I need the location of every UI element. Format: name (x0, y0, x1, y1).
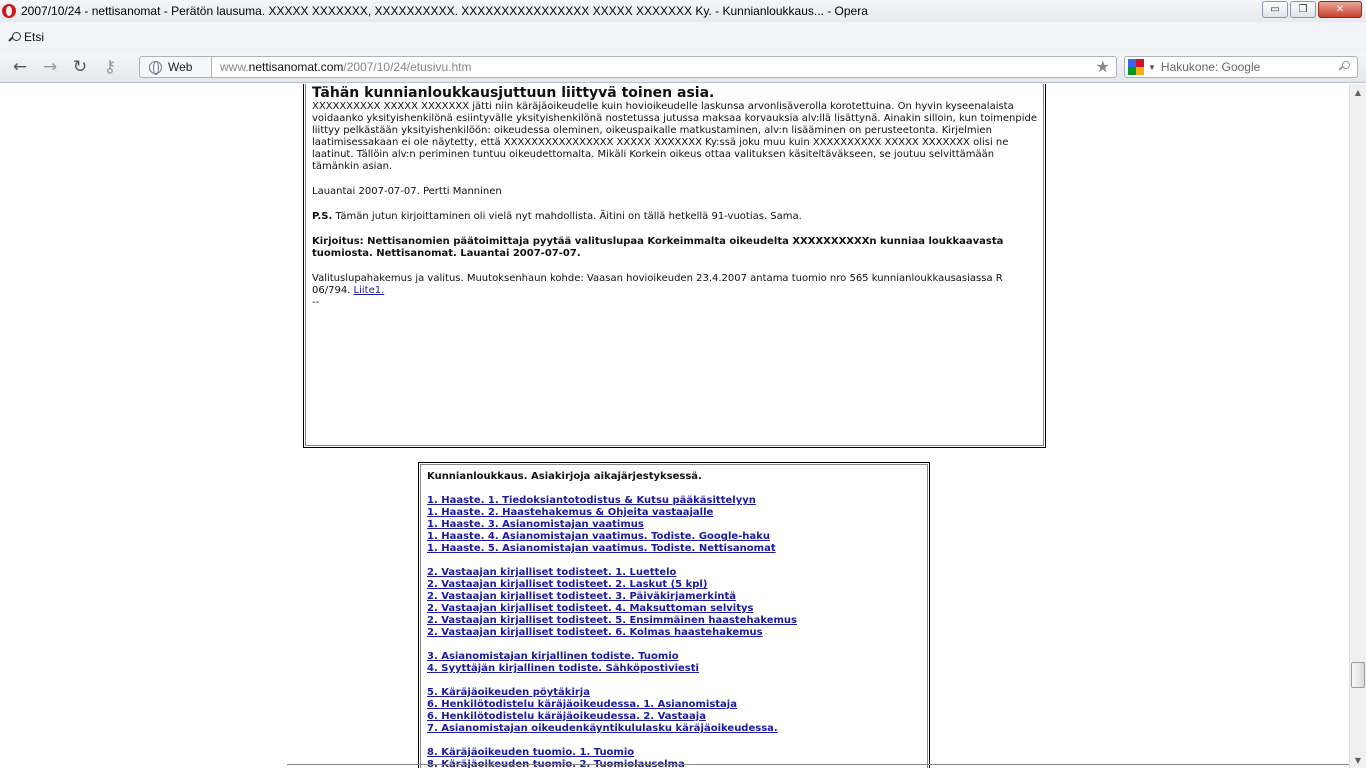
bookmark-star-icon[interactable]: ★ (1095, 59, 1110, 76)
search-menu-button[interactable] (9, 30, 44, 44)
document-link[interactable]: 1. Haaste. 5. Asianomistajan vaatimus. Todiste. Nettisanomat (427, 543, 776, 554)
document-link[interactable]: 7. Asianomistajan oikeudenkäyntikululasku käräjäoikeudessa. (427, 723, 778, 734)
article-dashes: -- (312, 297, 320, 308)
document-link[interactable]: 2. Vastaajan kirjalliset todisteet. 5. Ensimmäinen haastehakemus (427, 615, 797, 626)
back-button[interactable]: ← (12, 57, 28, 77)
scroll-up-arrow-icon[interactable]: ▲ (1354, 87, 1362, 97)
valitus-text: Valituslupahakemus ja valitus. Muutoksenhaun kohde: Vaasan hovioikeuden 23.4.2007 antama tuomio nro 565 kunnianloukkausasiassa R 06/794. (312, 273, 1003, 296)
document-link[interactable]: 6. Henkilötodistelu käräjäoikeudessa. 2. Vastaaja (427, 711, 706, 722)
document-link[interactable]: 1. Haaste. 2. Haastehakemus & Ohjeita vastaajalle (427, 507, 714, 518)
search-submit-icon[interactable] (1339, 61, 1350, 72)
article-signature: Lauantai 2007-07-07. Pertti Manninen (312, 186, 502, 197)
index-group (427, 687, 921, 735)
search-menu-label: Etsi (24, 30, 45, 44)
documents-index-box (418, 462, 930, 768)
wand-key-button[interactable]: ⚷ (103, 57, 117, 77)
minimize-button[interactable]: ▭ (1262, 1, 1288, 18)
site-info-button[interactable] (139, 56, 211, 78)
window-title: 2007/10/24 - nettisanomat - Perätön lausuma. XXXXX XXXXXXX, XXXXXXXXXX. XXXXXXXXXXXXXXXX XXXXX XXXXXXX Ky. - Kunnianloukkaus... - Opera (21, 4, 868, 18)
document-link[interactable]: 8. Käräjäoikeuden tuomio. 1. Tuomio (427, 747, 635, 758)
next-section-edge (287, 764, 1349, 768)
menu-strip (0, 22, 1366, 52)
document-link[interactable]: 1. Haaste. 4. Asianomistajan vaatimus. Todiste. Google-haku (427, 531, 770, 542)
scroll-down-arrow-icon[interactable]: ▼ (1354, 755, 1362, 765)
forward-button[interactable]: → (42, 57, 58, 77)
site-info-label: Web (168, 60, 193, 74)
article-paragraph: XXXXXXXXXX XXXXX XXXXXXX jätti niin käräjäoikeudelle kuin hovioikeudelle laskunsa arvonlisäverolla korotettuina. On hyvin kyseenalaista voidaanko yksityishenkilönä esiintyvälle yksityishenkilönä nostetussa jutussa maksaa korvauksia alv:llä lisättynä. Ainakin silloin, kun toimenpide liittyy pelkästään yksityishenkilöön: oikeudessa oleminen, oikeuspaikalle matkustaminen, alv:n lisääminen on perusteetonta. Kirjelmien laatimisessakaan ei ole näytetty, että XXXXXXXXXXXXXXXX XXXXX XXXXXXX Ky:ssä joku muu kuin XXXXXXXXXX XXXXX XXXXXXX olisi ne laatinut. Tällöin alv:n periminen tuntuu oikeudettomalta. Mikäli Korkein oikeus ottaa valituksen käsiteltäväkseen, se joutuu selvittämään tämänkin asian. (312, 101, 1038, 172)
navigation-bar (0, 52, 1366, 83)
document-link[interactable]: 2. Vastaajan kirjalliset todisteet. 2. Laskut (5 kpl) (427, 579, 708, 590)
address-field[interactable] (211, 56, 1117, 78)
restore-button[interactable]: ❐ (1290, 1, 1316, 18)
window-controls (1262, 1, 1362, 18)
index-group (427, 495, 921, 555)
index-group (427, 651, 921, 675)
document-link[interactable]: 8. Käräjäoikeuden tuomio. 2. Tuomiolauselma (427, 759, 685, 768)
ps-label: P.S. (312, 211, 333, 222)
globe-icon (149, 61, 162, 74)
liite1-link[interactable]: Liite1. (353, 285, 385, 296)
document-link[interactable]: 5. Käräjäoikeuden pöytäkirja (427, 687, 590, 698)
document-link[interactable]: 6. Henkilötodistelu käräjäoikeudessa. 1. Asianomistaja (427, 699, 737, 710)
index-title: Kunnianloukkaus. Asiakirjoja aikajärjestyksessä. (427, 471, 702, 482)
document-link[interactable]: 4. Syyttäjän kirjallinen todiste. Sähköpostiviesti (427, 663, 699, 674)
search-engine-dropdown-icon[interactable]: ▼ (1148, 62, 1156, 72)
article-kirjoitus: Kirjoitus: Nettisanomien päätoimittaja pyytää valituslupaa Korkeimmalta oikeudelta XXXXXXXXXXn kunniaa loukkaavasta tuomiosta. Nettisanomat. Lauantai 2007-07-07. (312, 236, 1004, 259)
document-link[interactable]: 1. Haaste. 3. Asianomistajan vaatimus (427, 519, 644, 530)
page-viewport[interactable] (0, 84, 1366, 768)
search-field[interactable] (1124, 56, 1358, 78)
article-box (303, 84, 1046, 448)
reload-button[interactable]: ↻ (72, 57, 88, 77)
search-icon (9, 32, 20, 43)
article-heading: Tähän kunnianloukkausjuttuun liittyvä toinen asia. (312, 85, 715, 101)
index-group (427, 567, 921, 639)
document-link[interactable]: 2. Vastaajan kirjalliset todisteet. 1. Luettelo (427, 567, 677, 578)
google-icon (1128, 59, 1144, 75)
article-valitus (312, 273, 1037, 297)
ps-text: Tämän jutun kirjoittaminen oli vielä nyt mahdollista. Äitini on tällä hetkellä 91-vuotias. Sama. (332, 211, 802, 222)
search-placeholder: Hakukone: Google (1160, 60, 1261, 74)
document-link[interactable]: 2. Vastaajan kirjalliset todisteet. 3. Päiväkirjamerkintä (427, 591, 737, 602)
document-link[interactable]: 2. Vastaajan kirjalliset todisteet. 6. Kolmas haastehakemus (427, 627, 763, 638)
url-host: nettisanomat.com (248, 60, 344, 74)
scrollbar-thumb[interactable] (1351, 662, 1365, 688)
close-button[interactable]: ✕ (1318, 1, 1362, 18)
document-link[interactable]: 2. Vastaajan kirjalliset todisteet. 4. Maksuttoman selvitys (427, 603, 754, 614)
document-link[interactable]: 3. Asianomistajan kirjallinen todiste. Tuomio (427, 651, 679, 662)
opera-logo-icon (2, 4, 16, 18)
url-path: /2007/10/24/etusivu.htm (343, 60, 472, 74)
article-ps (312, 211, 1037, 223)
document-link[interactable]: 1. Haaste. 1. Tiedoksiantotodistus & Kutsu pääkäsittelyyn (427, 495, 756, 506)
url-prefix: www. (220, 60, 249, 74)
vertical-scrollbar[interactable] (1349, 84, 1366, 768)
title-bar (0, 0, 1366, 22)
index-link-groups (427, 495, 921, 768)
